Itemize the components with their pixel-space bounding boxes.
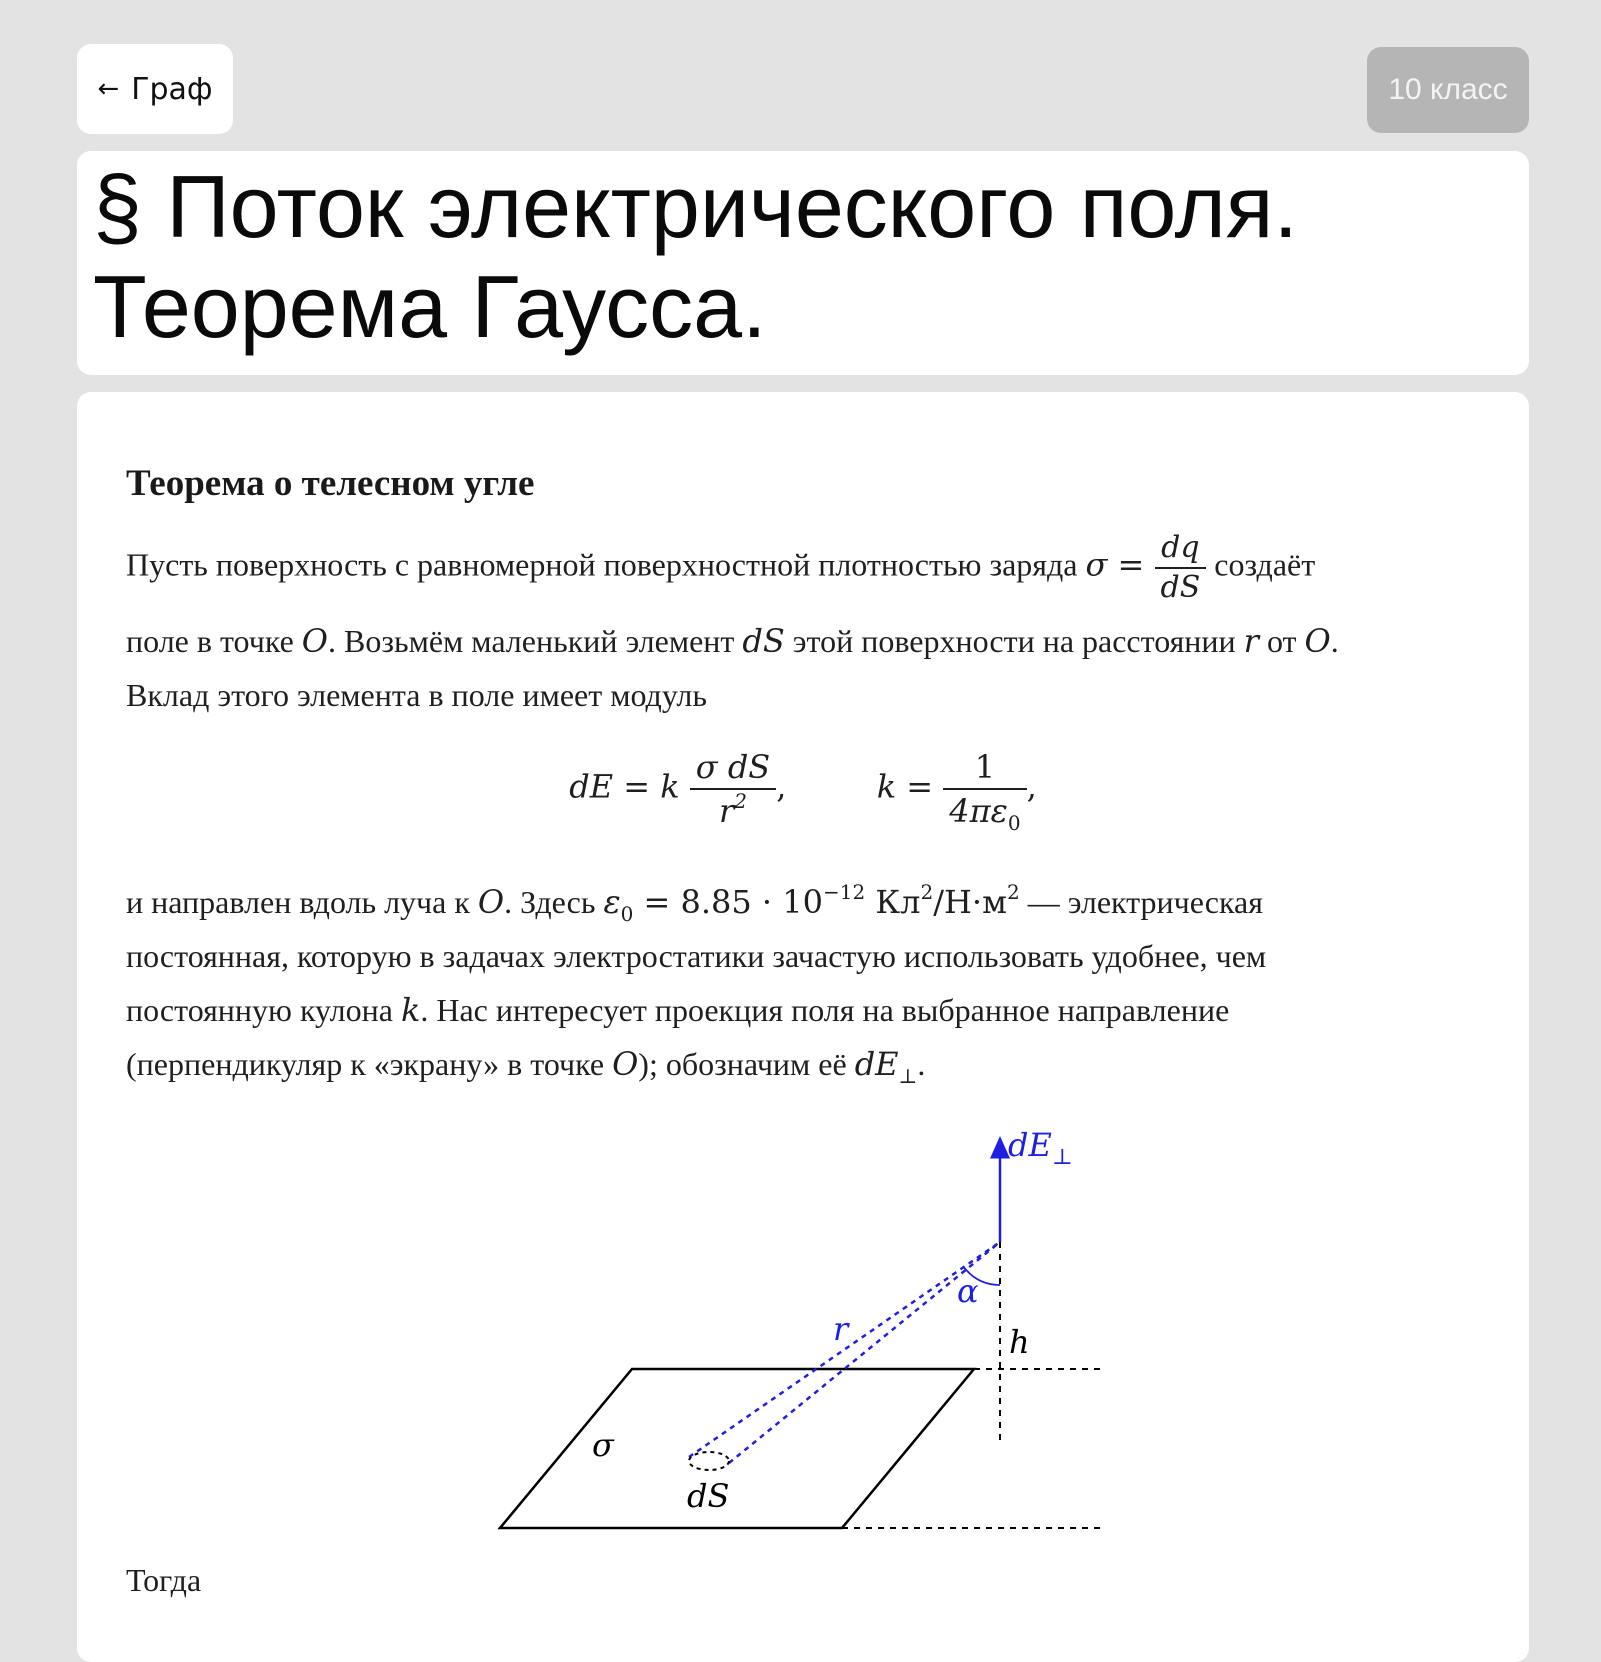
solid-angle-diagram [77, 392, 1529, 1592]
text: этой поверхности на расстоянии [784, 623, 1244, 659]
text: . [917, 1046, 926, 1082]
formula-lhs: dE = k [569, 767, 680, 806]
math-value: = 8.85 · 10 [633, 883, 823, 921]
den-exponent: 2 [734, 789, 748, 813]
text: поле в точке [126, 623, 302, 659]
text: — электрическая [1019, 884, 1263, 920]
math-dE: dE [854, 1045, 899, 1083]
title-card [77, 151, 1529, 375]
math-exponent: 2 [1006, 880, 1020, 904]
text: Пусть поверхность с равномерной поверхностной плотностью заряда [126, 546, 1086, 583]
text: ); обозначим её [638, 1046, 855, 1082]
math-k: k [400, 991, 421, 1029]
dS-ellipse [689, 1452, 729, 1470]
fraction-numerator: σ dS [690, 750, 776, 790]
label-alpha: α [957, 1272, 979, 1310]
text: постоянную кулона [126, 992, 401, 1028]
text: и направлен вдоль луча к [126, 884, 478, 920]
math-exponent: −12 [822, 880, 866, 904]
math-unit: Кл [865, 883, 921, 921]
section-heading: Теорема о телесном угле [126, 463, 535, 504]
fraction-numerator: dq [1155, 533, 1207, 569]
den-subscript: 0 [1007, 811, 1021, 835]
fraction-numerator: 1 [943, 750, 1026, 790]
fraction-denominator: dS [1160, 570, 1201, 605]
page-title-line2: Теорема Гаусса. [93, 257, 767, 356]
text: создаёт [1206, 546, 1316, 583]
formula-k-def: k = [876, 767, 934, 806]
grade-badge: 10 класс [1367, 47, 1529, 133]
label-sigma: σ [592, 1426, 614, 1464]
plane-parallelogram [500, 1369, 974, 1528]
paragraph-3: Тогда [126, 1562, 202, 1598]
math-O: O [477, 883, 505, 921]
page-title [93, 157, 1529, 357]
text: . Возьмём маленький элемент [328, 623, 743, 659]
text: от [1258, 623, 1305, 659]
cone-line-left [689, 1242, 1000, 1457]
math-O: O [1304, 622, 1331, 660]
math-r: r [1243, 622, 1259, 660]
content-card [77, 392, 1529, 1662]
label-r: r [833, 1310, 849, 1348]
text: . [1330, 623, 1339, 659]
page-title-line1: § Поток электрического поля. [93, 157, 1298, 256]
back-button[interactable] [77, 44, 233, 134]
math-sigma: σ [1085, 545, 1108, 584]
label-dS: dS [687, 1477, 730, 1515]
text: (перпендикуляр к «экрану» в точке [126, 1046, 613, 1082]
formula-comma: , [1026, 767, 1037, 806]
math-epsilon: ε [603, 883, 621, 921]
back-button-label: Граф [131, 71, 213, 107]
text: . Нас интересует проекция поля на выбранное направление [420, 992, 1230, 1028]
label-dE-perp: $dE_\perp$ [1008, 1126, 1073, 1170]
math-exponent: 2 [920, 880, 934, 904]
math-dS: dS [742, 622, 785, 660]
math-O: O [301, 622, 328, 660]
den-base: 4πε [949, 792, 1008, 830]
math-subscript: ⊥ [898, 1064, 918, 1088]
math-eq: = [1107, 545, 1155, 584]
paragraph-2-line-2: постоянная, которую в задачах электростатики зачастую использовать удобнее, чем [126, 938, 1267, 974]
math-unit: /Н·м [933, 883, 1007, 921]
paragraph-1-line-3: Вклад этого элемента в поле имеет модуль [126, 677, 707, 713]
den-base: r [718, 792, 735, 830]
math-subscript: 0 [620, 902, 634, 926]
label-h: h [1009, 1323, 1030, 1361]
formula-comma: , [776, 767, 787, 806]
arrow-left-icon: ← [97, 74, 120, 104]
math-O: O [612, 1045, 639, 1083]
text: . Здесь [504, 884, 604, 920]
